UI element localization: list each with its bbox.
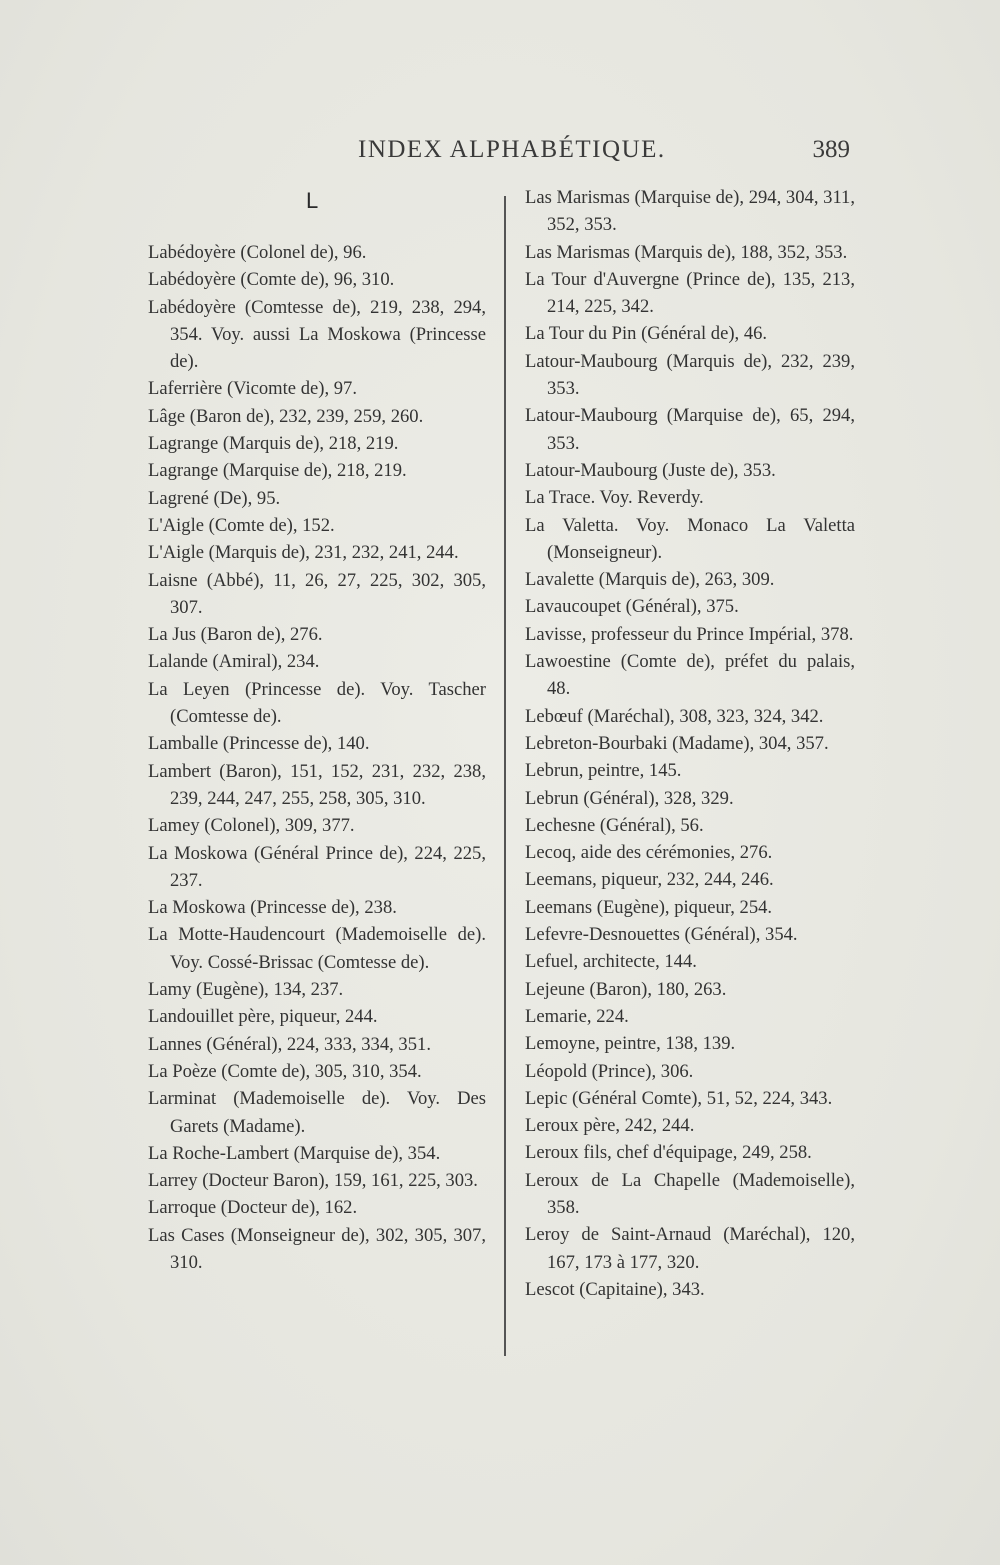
index-entry: Labédoyère (Comtesse de), 219, 238, 294, 354. Voy. aussi La Moskowa (Princesse de).	[148, 296, 486, 373]
index-entry: La Roche-Lambert (Marquise de), 354.	[148, 1142, 441, 1164]
index-entry: Lambert (Baron), 151, 152, 231, 232, 238, 239, 244, 247, 255, 258, 305, 310.	[148, 760, 486, 809]
index-entry: Leroux de La Chapelle (Mademoiselle), 358.	[525, 1169, 855, 1218]
index-entry: Lavisse, professeur du Prince Impérial, 378.	[525, 623, 854, 645]
index-entry: Lavaucoupet (Général), 375.	[525, 596, 739, 618]
index-entry: Lamey (Colonel), 309, 377.	[148, 815, 355, 837]
index-entry: Lagrené (De), 95.	[148, 487, 281, 509]
index-entry: Lâge (Baron de), 232, 239, 259, 260.	[148, 405, 424, 427]
section-letter: L	[306, 188, 319, 213]
index-entry: La Moskowa (Général Prince de), 224, 225, 237.	[148, 842, 486, 891]
index-entry: Lamballe (Princesse de), 140.	[148, 733, 370, 755]
index-entry: La Trace. Voy. Reverdy.	[525, 487, 704, 509]
index-entry: Larroque (Docteur de), 162.	[148, 1197, 358, 1219]
index-entry: Lavalette (Marquis de), 263, 309.	[525, 569, 775, 591]
index-entry: Lechesne (Général), 56.	[525, 814, 704, 836]
index-entry: Larminat (Mademoiselle de). Voy. Des Garets (Madame).	[148, 1088, 486, 1137]
index-entry: La Tour du Pin (Général de), 46.	[525, 323, 768, 345]
index-entry: Leroy de Saint-Arnaud (Maréchal), 120, 167, 173 à 177, 320.	[525, 1224, 855, 1273]
index-entry: La Moskowa (Princesse de), 238.	[148, 897, 397, 919]
index-entry: Labédoyère (Comte de), 96, 310.	[148, 269, 395, 291]
index-entry: La Motte-Haudencourt (Mademoiselle de). Voy. Cossé-Brissac (Comtesse de).	[148, 924, 486, 973]
index-entry: Larrey (Docteur Baron), 159, 161, 225, 303.	[148, 1170, 478, 1192]
index-entry: Lagrange (Marquis de), 218, 219.	[148, 433, 399, 455]
index-entry: Lepic (Général Comte), 51, 52, 224, 343.	[525, 1087, 833, 1109]
index-entry: La Poèze (Comte de), 305, 310, 354.	[148, 1060, 422, 1082]
index-entry: Lescot (Capitaine), 343.	[525, 1278, 705, 1300]
index-entry: Laferrière (Vicomte de), 97.	[148, 378, 357, 400]
index-entry: Lemoyne, peintre, 138, 139.	[525, 1033, 736, 1055]
index-entry: Lejeune (Baron), 180, 263.	[525, 978, 727, 1000]
index-entry: Labédoyère (Colonel de), 96.	[148, 242, 367, 263]
index-entry: Landouillet père, piqueur, 244.	[148, 1006, 378, 1028]
index-entry: Lebreton-Bourbaki (Madame), 304, 357.	[525, 732, 829, 754]
index-entry: Lalande (Amiral), 234.	[148, 651, 320, 673]
index-entry: Lebrun, peintre, 145.	[525, 760, 682, 782]
index-entry: Lemarie, 224.	[525, 1005, 629, 1027]
index-entry: Lefuel, architecte, 144.	[525, 951, 697, 973]
index-column-right	[525, 184, 855, 1303]
index-entry: La Leyen (Princesse de). Voy. Tascher (Comtesse de).	[148, 678, 486, 728]
index-entry: La Jus (Baron de), 276.	[148, 624, 323, 646]
index-entry: Leroux fils, chef d'équipage, 249, 258.	[525, 1142, 812, 1164]
index-entry: Latour-Maubourg (Marquis de), 232, 239, 353.	[525, 350, 855, 400]
index-entry: La Valetta. Voy. Monaco La Valetta (Monseigneur).	[525, 514, 855, 563]
index-entry: Lecoq, aide des cérémonies, 276.	[525, 842, 773, 864]
index-column-left	[148, 239, 486, 1276]
index-entry: Latour-Maubourg (Marquise de), 65, 294, 353.	[525, 405, 855, 454]
index-entry: Las Cases (Monseigneur de), 302, 305, 307, 310.	[148, 1224, 486, 1273]
index-entry: Lannes (Général), 224, 333, 334, 351.	[148, 1033, 431, 1055]
index-entry: Lamy (Eugène), 134, 237.	[148, 979, 344, 1001]
index-entry: Lebœuf (Maréchal), 308, 323, 324, 342.	[525, 705, 824, 727]
running-title: INDEX ALPHABÉTIQUE.	[358, 136, 666, 163]
index-entry: Leroux père, 242, 244.	[525, 1115, 695, 1137]
index-entry: Lebrun (Général), 328, 329.	[525, 787, 734, 809]
index-entry: Leemans, piqueur, 232, 244, 246.	[525, 869, 774, 891]
index-entry: Lefevre-Desnouettes (Général), 354.	[525, 924, 798, 946]
index-entry: L'Aigle (Marquis de), 231, 232, 241, 244.	[148, 542, 459, 564]
index-entry: Laisne (Abbé), 11, 26, 27, 225, 302, 305, 307.	[148, 569, 486, 618]
index-entry: Lawoestine (Comte de), préfet du palais, 48.	[525, 651, 855, 700]
index-entry: Latour-Maubourg (Juste de), 353.	[525, 459, 776, 481]
page-number: 389	[812, 136, 850, 163]
index-entry: Lagrange (Marquise de), 218, 219.	[148, 460, 407, 482]
column-divider	[504, 196, 506, 1356]
index-entry: Las Marismas (Marquis de), 188, 352, 353.	[525, 241, 848, 263]
index-entry: Léopold (Prince), 306.	[525, 1060, 694, 1082]
index-entry: Las Marismas (Marquise de), 294, 304, 311, 352, 353.	[525, 187, 855, 236]
index-entry: La Tour d'Auvergne (Prince de), 135, 213, 214, 225, 342.	[525, 268, 855, 318]
index-entry: L'Aigle (Comte de), 152.	[148, 514, 335, 536]
index-entry: Leemans (Eugène), piqueur, 254.	[525, 896, 773, 918]
